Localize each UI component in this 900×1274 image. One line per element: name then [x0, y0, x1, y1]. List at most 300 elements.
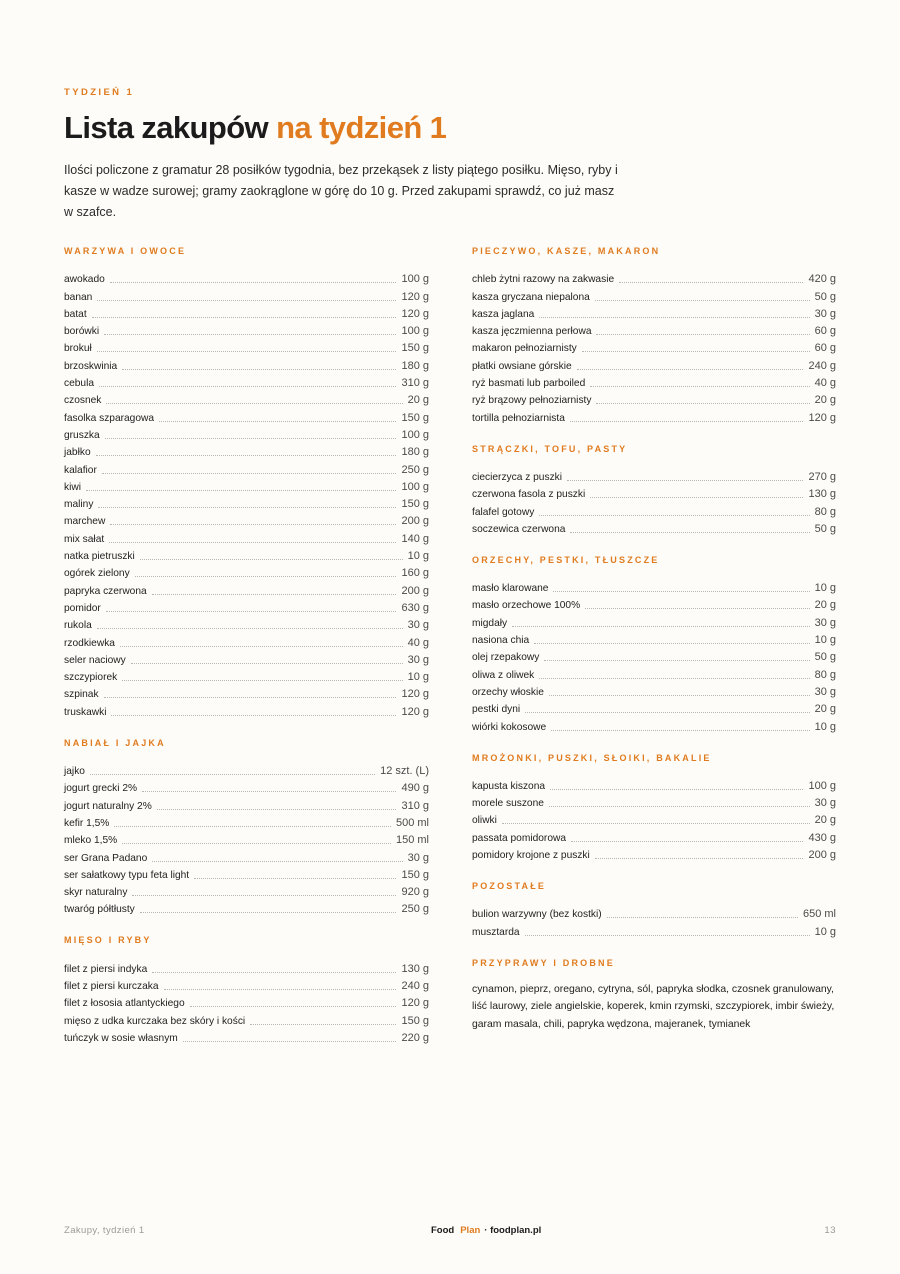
item-name: maliny [64, 499, 94, 511]
item-name: jajko [64, 766, 85, 778]
item-name: kasza gryczana niepalona [472, 291, 590, 303]
item-quantity: 240 g [808, 359, 836, 372]
list-item [472, 501, 836, 518]
dot-leader [122, 843, 391, 844]
dot-leader [534, 643, 809, 644]
dot-leader [142, 791, 396, 792]
dot-leader [596, 403, 809, 404]
item-quantity: 10 g [814, 925, 836, 938]
item-quantity: 180 g [401, 446, 429, 459]
item-name: awokado [64, 274, 105, 286]
brand-food: Food [431, 1225, 455, 1236]
item-quantity: 20 g [814, 703, 836, 716]
dot-leader [110, 524, 396, 525]
item-name: soczewica czerwona [472, 523, 566, 535]
list-item [64, 528, 429, 545]
item-quantity: 80 g [814, 668, 836, 681]
list-item [64, 286, 429, 303]
item-list [64, 269, 429, 719]
item-quantity: 100 g [401, 480, 429, 493]
list-item [64, 407, 429, 424]
item-quantity: 10 g [407, 671, 429, 684]
list-item [64, 795, 429, 812]
dot-leader [97, 628, 403, 629]
item-name: ryż brązowy pełnoziarnisty [472, 395, 592, 407]
list-item [64, 684, 429, 701]
dot-leader [539, 515, 809, 516]
dot-leader [104, 334, 396, 335]
item-name: jogurt naturalny 2% [64, 800, 152, 812]
dot-leader [570, 421, 804, 422]
dot-leader [183, 1041, 397, 1042]
item-quantity: 50 g [814, 522, 836, 535]
dot-leader [106, 611, 397, 612]
item-name: mleko 1,5% [64, 835, 118, 847]
item-quantity: 10 g [407, 550, 429, 563]
list-item [472, 827, 836, 844]
item-name: wiórki kokosowe [472, 721, 547, 733]
item-name: tortilla pełnoziarnista [472, 412, 565, 424]
dot-leader [96, 455, 397, 456]
list-item [472, 390, 836, 407]
item-name: pomidory krojone z puszki [472, 850, 590, 862]
item-list [472, 904, 836, 939]
item-name: kiwi [64, 481, 81, 493]
item-name: ser Grana Padano [64, 852, 148, 864]
list-item [472, 321, 836, 338]
item-quantity: 100 g [401, 325, 429, 338]
dot-leader [553, 591, 809, 592]
section-heading: STRĄCZKI, TOFU, PASTY [472, 443, 628, 454]
item-name: twaróg półtłusty [64, 904, 135, 916]
title-accent: na tydzień 1 [276, 110, 447, 145]
list-item [472, 407, 836, 424]
item-name: czosnek [64, 395, 102, 407]
section-heading: PRZYPRAWY I DROBNE [472, 957, 615, 968]
dot-leader [539, 678, 809, 679]
dot-leader [571, 841, 803, 842]
dot-leader [92, 317, 397, 318]
section-spices [472, 957, 836, 1034]
item-quantity: 12 szt. (L) [380, 765, 429, 778]
list-item [472, 845, 836, 862]
item-name: gruszka [64, 429, 100, 441]
item-list [472, 269, 836, 425]
item-quantity: 150 g [401, 1014, 429, 1027]
item-quantity: 100 g [401, 428, 429, 441]
item-quantity: 120 g [808, 411, 836, 424]
section [64, 245, 429, 719]
dot-leader [512, 626, 809, 627]
item-name: ser sałatkowy typu feta light [64, 869, 190, 881]
item-name: ogórek zielony [64, 568, 130, 580]
item-name: mięso z udka kurczaka bez skóry i kości [64, 1015, 246, 1027]
item-name: bulion warzywny (bez kostki) [472, 909, 602, 921]
section-heading: MROŻONKI, PUSZKI, SŁOIKI, BAKALIE [472, 752, 712, 763]
dot-leader [164, 989, 397, 990]
item-name: płatki owsiane górskie [472, 360, 572, 372]
dot-leader [97, 300, 396, 301]
item-quantity: 430 g [808, 831, 836, 844]
item-quantity: 120 g [401, 307, 429, 320]
dot-leader [152, 972, 396, 973]
list-item [64, 321, 429, 338]
list-item [64, 830, 429, 847]
item-name: kalafior [64, 464, 97, 476]
item-list [472, 578, 836, 734]
list-item [472, 612, 836, 629]
list-item [472, 699, 836, 716]
section [472, 554, 836, 734]
item-quantity: 20 g [814, 394, 836, 407]
dot-leader [102, 473, 397, 474]
section [472, 752, 836, 862]
list-item [64, 494, 429, 511]
dot-leader [190, 1006, 397, 1007]
brand-plan: Plan [460, 1225, 481, 1236]
item-quantity: 50 g [814, 290, 836, 303]
dot-leader [502, 823, 810, 824]
item-name: marchew [64, 516, 106, 528]
dot-leader [140, 912, 397, 913]
list-item [472, 373, 836, 390]
item-name: czerwona fasola z puszki [472, 489, 586, 501]
item-name: fasolka szparagowa [64, 412, 155, 424]
right-sections [472, 245, 836, 939]
item-quantity: 630 g [401, 601, 429, 614]
item-quantity: 100 g [401, 273, 429, 286]
item-quantity: 200 g [808, 849, 836, 862]
dot-leader [582, 351, 810, 352]
page-title [64, 108, 836, 148]
dot-leader [585, 608, 809, 609]
item-quantity: 80 g [814, 505, 836, 518]
item-quantity: 240 g [401, 979, 429, 992]
item-name: morele suszone [472, 798, 544, 810]
item-quantity: 60 g [814, 342, 836, 355]
list-item [64, 459, 429, 476]
section [472, 880, 836, 939]
list-item [472, 647, 836, 664]
list-item [64, 667, 429, 684]
dot-leader [570, 532, 809, 533]
list-item [472, 595, 836, 612]
item-quantity: 30 g [814, 685, 836, 698]
item-name: jogurt grecki 2% [64, 783, 138, 795]
list-item [472, 793, 836, 810]
list-item [64, 1010, 429, 1027]
page-number: 13 [824, 1225, 836, 1236]
spices-text: cynamon, pieprz, oregano, cytryna, sól, papryka słodka, czosnek granulowany, liść laurowy, ziele angielskie, koperek, kmin rzymski, szczypiorek, imbir świeży, garam masala, chili, papryka wędzona, majeranek, tymianek [472, 983, 835, 1030]
page [64, 87, 836, 1044]
item-name: rukola [64, 620, 92, 632]
right-column [472, 245, 836, 1051]
item-name: kasza jaglana [472, 308, 535, 320]
dot-leader [544, 660, 809, 661]
dot-leader [106, 403, 402, 404]
item-quantity: 220 g [401, 1031, 429, 1044]
dot-leader [549, 806, 810, 807]
list-item [64, 813, 429, 830]
dot-leader [104, 697, 397, 698]
footer-brand [431, 1225, 541, 1236]
item-name: szczypiorek [64, 672, 118, 684]
item-quantity: 20 g [814, 599, 836, 612]
list-item [472, 355, 836, 372]
list-item [64, 976, 429, 993]
item-name: seler naciowy [64, 654, 126, 666]
item-name: ciecierzyca z puszki [472, 471, 563, 483]
item-name: masło orzechowe 100% [472, 600, 581, 612]
item-quantity: 50 g [814, 651, 836, 664]
item-name: truskawki [64, 706, 107, 718]
item-name: tuńczyk w sosie własnym [64, 1032, 178, 1044]
list-item [64, 865, 429, 882]
dot-leader [152, 594, 397, 595]
intro-text: Ilości policzone z gramatur 28 posiłków tygodnia, bez przekąsek z listy piątego posiłku. Mięso, ryby i kasze w wadze surowej; gramy zaokrąglone w górę do 10 g. Przed zakupami sprawdź, co już masz w szafce. [64, 163, 618, 219]
item-quantity: 30 g [407, 851, 429, 864]
dot-leader [550, 789, 803, 790]
list-item [472, 338, 836, 355]
list-item [472, 578, 836, 595]
list-item [64, 304, 429, 321]
item-quantity: 650 ml [802, 908, 836, 921]
item-list [472, 467, 836, 536]
list-item [64, 761, 429, 778]
item-quantity: 30 g [814, 616, 836, 629]
list-item [64, 615, 429, 632]
list-item [64, 355, 429, 372]
dot-leader [110, 282, 397, 283]
list-item [472, 682, 836, 699]
item-quantity: 150 g [401, 342, 429, 355]
page-footer [64, 1225, 836, 1239]
dot-leader [607, 917, 798, 918]
item-quantity: 310 g [401, 377, 429, 390]
item-quantity: 100 g [808, 779, 836, 792]
week-eyebrow: TYDZIEŃ 1 [64, 87, 135, 98]
list-item [472, 921, 836, 938]
item-quantity: 10 g [814, 720, 836, 733]
dot-leader [525, 935, 810, 936]
list-item [472, 810, 836, 827]
item-quantity: 30 g [407, 619, 429, 632]
section-heading: PIECZYWO, KASZE, MAKARON [472, 246, 661, 256]
section [64, 934, 429, 1044]
item-name: skyr naturalny [64, 887, 128, 899]
list-item [64, 546, 429, 563]
item-name: nasiona chia [472, 635, 530, 647]
list-item [472, 304, 836, 321]
item-quantity: 490 g [401, 782, 429, 795]
list-item [472, 269, 836, 286]
item-quantity: 10 g [814, 582, 836, 595]
item-name: pomidor [64, 602, 101, 614]
item-name: kasza jęczmienna perłowa [472, 326, 592, 338]
dot-leader [111, 715, 396, 716]
item-name: makaron pełnoziarnisty [472, 343, 577, 355]
item-quantity: 310 g [401, 799, 429, 812]
dot-leader [109, 542, 396, 543]
footer-section-label: Zakupy, tydzień 1 [64, 1225, 145, 1236]
list-item [64, 701, 429, 718]
item-quantity: 150 g [401, 868, 429, 881]
list-item [472, 630, 836, 647]
item-quantity: 160 g [401, 567, 429, 580]
item-name: falafel gotowy [472, 506, 535, 518]
item-list [64, 761, 429, 917]
item-name: borówki [64, 326, 100, 338]
dot-leader [159, 421, 396, 422]
dot-leader [122, 680, 402, 681]
dot-leader [549, 695, 810, 696]
list-item [64, 993, 429, 1010]
item-name: pestki dyni [472, 704, 521, 716]
item-quantity: 270 g [808, 470, 836, 483]
section-heading: POZOSTAŁE [472, 881, 547, 892]
item-quantity: 150 ml [395, 834, 429, 847]
item-name: chleb żytni razowy na zakwasie [472, 274, 615, 286]
dot-leader [567, 480, 803, 481]
item-name: ryż basmati lub parboiled [472, 378, 586, 390]
dot-leader [596, 334, 809, 335]
list-item [472, 716, 836, 733]
item-name: brzoskwinia [64, 360, 118, 372]
dot-leader [577, 369, 804, 370]
item-quantity: 120 g [401, 688, 429, 701]
item-name: filet z piersi kurczaka [64, 980, 159, 992]
item-name: filet z piersi indyka [64, 963, 148, 975]
dot-leader [114, 826, 391, 827]
section [472, 245, 836, 425]
item-quantity: 120 g [401, 705, 429, 718]
item-name: olej rzepakowy [472, 652, 540, 664]
item-name: oliwki [472, 815, 497, 827]
item-quantity: 180 g [401, 359, 429, 372]
list-item [64, 477, 429, 494]
item-name: papryka czerwona [64, 585, 147, 597]
title-main: Lista zakupów [64, 110, 277, 145]
dot-leader [99, 386, 396, 387]
item-quantity: 10 g [814, 634, 836, 647]
item-name: filet z łososia atlantyckiego [64, 998, 185, 1010]
dot-leader [194, 878, 396, 879]
item-quantity: 120 g [401, 290, 429, 303]
item-quantity: 120 g [401, 997, 429, 1010]
list-item [472, 484, 836, 501]
item-name: rzodkiewka [64, 637, 115, 649]
list-item [64, 269, 429, 286]
dot-leader [525, 712, 809, 713]
brand-site: · foodplan.pl [484, 1225, 542, 1236]
dot-leader [120, 646, 403, 647]
list-item [64, 373, 429, 390]
dot-leader [122, 369, 396, 370]
dot-leader [595, 300, 810, 301]
list-item [472, 467, 836, 484]
dot-leader [135, 576, 397, 577]
dot-leader [132, 895, 396, 896]
item-name: musztarda [472, 926, 520, 938]
item-quantity: 130 g [401, 962, 429, 975]
item-quantity: 200 g [401, 515, 429, 528]
list-item [64, 580, 429, 597]
item-quantity: 500 ml [395, 816, 429, 829]
list-item [472, 776, 836, 793]
section-heading: MIĘSO I RYBY [64, 935, 152, 946]
item-name: kapusta kiszona [472, 780, 546, 792]
dot-leader [595, 858, 804, 859]
left-column [64, 245, 429, 1063]
list-item [472, 519, 836, 536]
item-name: kefir 1,5% [64, 817, 110, 829]
item-name: mix sałat [64, 533, 105, 545]
item-quantity: 30 g [407, 653, 429, 666]
item-quantity: 140 g [401, 532, 429, 545]
dot-leader [619, 282, 803, 283]
list-item [64, 598, 429, 615]
section [472, 443, 836, 536]
item-quantity: 150 g [401, 498, 429, 511]
item-quantity: 130 g [808, 488, 836, 501]
item-name: passata pomidorowa [472, 832, 567, 844]
item-quantity: 20 g [814, 814, 836, 827]
item-quantity: 20 g [407, 394, 429, 407]
dot-leader [551, 730, 809, 731]
dot-leader [590, 497, 803, 498]
item-quantity: 920 g [401, 886, 429, 899]
item-name: banan [64, 291, 93, 303]
item-name: oliwa z oliwek [472, 669, 535, 681]
list-item [64, 778, 429, 795]
list-item [64, 882, 429, 899]
section-heading: NABIAŁ I JAJKA [64, 737, 166, 748]
list-item [64, 958, 429, 975]
dot-leader [539, 317, 809, 318]
list-item [64, 390, 429, 407]
dot-leader [97, 351, 397, 352]
item-name: masło klarowane [472, 583, 549, 595]
list-item [64, 425, 429, 442]
list-item [64, 511, 429, 528]
item-list [64, 958, 429, 1044]
item-name: szpinak [64, 689, 99, 701]
item-quantity: 250 g [401, 903, 429, 916]
item-quantity: 40 g [814, 377, 836, 390]
list-item [472, 664, 836, 681]
dot-leader [590, 386, 809, 387]
item-quantity: 30 g [814, 797, 836, 810]
list-item [64, 632, 429, 649]
item-quantity: 60 g [814, 325, 836, 338]
item-quantity: 150 g [401, 411, 429, 424]
list-item [64, 442, 429, 459]
item-name: batat [64, 308, 87, 320]
dot-leader [157, 809, 397, 810]
item-quantity: 200 g [401, 584, 429, 597]
list-item [64, 650, 429, 667]
list-item [64, 899, 429, 916]
item-name: natka pietruszki [64, 551, 135, 563]
item-name: jabłko [64, 447, 91, 459]
list-item [472, 286, 836, 303]
item-name: cebula [64, 378, 95, 390]
item-name: migdały [472, 617, 508, 629]
dot-leader [140, 559, 403, 560]
dot-leader [90, 774, 375, 775]
dot-leader [152, 861, 402, 862]
list-item [472, 904, 836, 921]
